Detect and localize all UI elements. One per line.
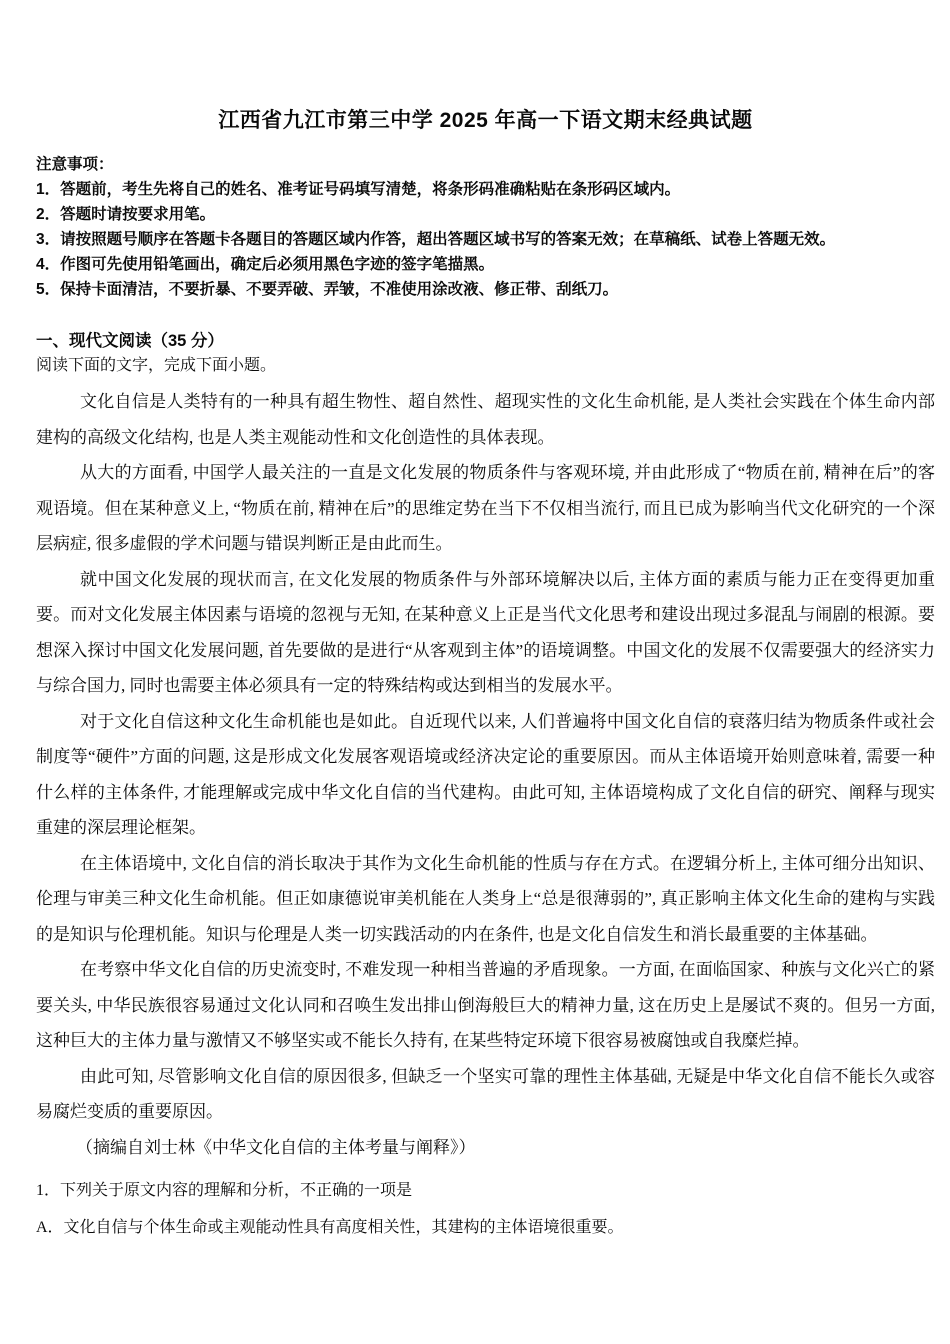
notice-item: 5．保持卡面清洁，不要折暴、不要弄破、弄皱，不准使用涂改液、修正带、刮纸刀。 <box>36 281 619 298</box>
notice-item: 2．答题时请按要求用笔。 <box>36 206 216 223</box>
passage-paragraph: 对于文化自信这种文化生命机能也是如此。自近现代以来, 人们普遍将中国文化自信的衰落归结为物质条件或社会制度等“硬件”方面的问题, 这是形成文化发展客观语境或经济决定论的重要原因。而从主体语境开始则意味着, 需要一种什么样的主体条件, 才能理解或完成中华文化自信的当代建构。由此可知, 主体语境构成了文化自信的研究、阐释与现实重建的深层理论框架。 <box>36 711 935 837</box>
reading-passage <box>36 384 935 1130</box>
section-heading-modern-reading: 一、现代文阅读（35 分） <box>36 332 224 350</box>
notice-heading: 注意事项： <box>36 156 114 173</box>
question-1-option-a: A．文化自信与个体生命或主观能动性具有高度相关性，其建构的主体语境很重要。 <box>36 1219 624 1236</box>
notice-item-list <box>36 177 935 302</box>
notice-item: 4．作图可先使用铅笔画出，确定后必须用黑色字迹的签字笔描黑。 <box>36 256 495 273</box>
passage-paragraph: 文化自信是人类特有的一种具有超生物性、超自然性、超现实性的文化生命机能, 是人类社会实践在个体生命内部建构的高级文化结构, 也是人类主观能动性和文化创造性的具体表现。 <box>36 392 935 447</box>
notice-item: 3．请按照题号顺序在答题卡各题目的答题区域内作答，超出答题区域书写的答案无效；在草稿纸、试卷上答题无效。 <box>36 231 836 248</box>
page-title: 江西省九江市第三中学 2025 年高一下语文期末经典试题 <box>218 109 753 132</box>
passage-paragraph: 在主体语境中, 文化自信的消长取决于其作为文化生命机能的性质与存在方式。在逻辑分析上, 主体可细分出知识、伦理与审美三种文化生命机能。但正如康德说审美机能在人类身上“总是很薄弱的”, 真正影响主体文化生命的建构与实践的是知识与伦理机能。知识与伦理是人类一切实践活动的内在条件, 也是文化自信发生和消长最重要的主体基础。 <box>36 853 935 944</box>
passage-paragraph: 就中国文化发展的现状而言, 在文化发展的物质条件与外部环境解决以后, 主体方面的素质与能力正在变得更加重要。而对文化发展主体因素与语境的忽视与无知, 在某种意义上正是当代文化思考和建设出现过多混乱与闹剧的根源。要想深入探讨中国文化发展问题, 首先要做的是进行“从客观到主体”的语境调整。中国文化的发展不仅需要强大的经济实力与综合国力, 同时也需要主体必须具有一定的特殊结构或达到相当的发展水平。 <box>36 569 935 695</box>
notice-section <box>36 152 935 302</box>
question-1-stem: 1．下列关于原文内容的理解和分析，不正确的一项是 <box>36 1182 413 1199</box>
reading-instruction: 阅读下面的文字，完成下面小题。 <box>36 357 277 374</box>
passage-paragraph: 由此可知, 尽管影响文化自信的原因很多, 但缺乏一个坚实可靠的理性主体基础, 无疑是中华文化自信不能长久或容易腐烂变质的重要原因。 <box>36 1066 935 1121</box>
notice-item: 1．答题前，考生先将自己的姓名、准考证号码填写清楚，将条形码准确粘贴在条形码区域内。 <box>36 181 681 198</box>
passage-source-attribution: （摘编自刘士林《中华文化自信的主体考量与阐释》） <box>76 1137 476 1157</box>
passage-paragraph: 从大的方面看, 中国学人最关注的一直是文化发展的物质条件与客观环境, 并由此形成了“物质在前, 精神在后”的客观语境。但在某种意义上, “物质在前, 精神在后”的思维定势在当下不仅相当流行, 而且已成为影响当代文化研究的一个深层病症, 很多虚假的学术问题与错误判断正是由此而生。 <box>36 463 935 553</box>
passage-paragraph: 在考察中华文化自信的历史流变时, 不难发现一种相当普遍的矛盾现象。一方面, 在面临国家、种族与文化兴亡的紧要关头, 中华民族很容易通过文化认同和召唤生发出排山倒海般巨大的精神力量, 这在历史上是屡试不爽的。但另一方面, 这种巨大的主体力量与激情又不够坚实或不能长久持有, 在某些特定环境下很容易被腐蚀或自我糜烂掉。 <box>36 960 935 1050</box>
